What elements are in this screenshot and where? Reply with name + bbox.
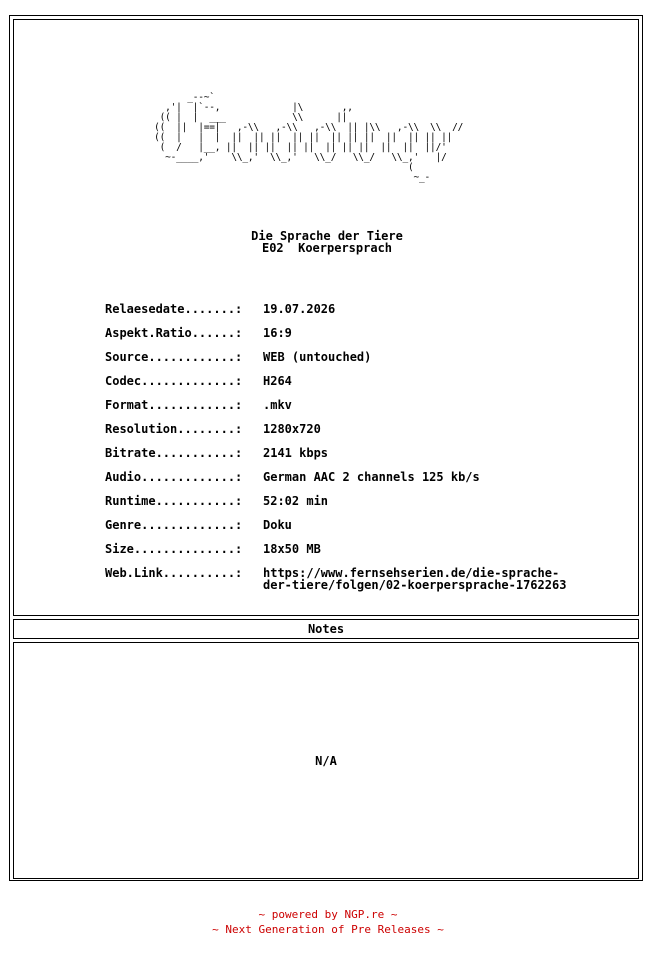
info-key: Audio.............:	[105, 470, 243, 484]
info-key: Aspekt.Ratio......:	[105, 326, 243, 340]
info-row	[105, 519, 566, 543]
release-info-panel	[13, 19, 639, 616]
info-value: .mkv	[263, 398, 292, 412]
info-value: 2141 kbps	[263, 446, 329, 460]
info-key: Genre.............:	[105, 518, 243, 532]
weblink-line-1: https://www.fernsehserien.de/die-sprache-	[263, 566, 560, 580]
info-key: Codec.............:	[105, 374, 243, 388]
info-row	[105, 495, 566, 519]
release-episode: E02 Koerpersprach	[261, 241, 393, 255]
weblink-value	[263, 567, 566, 591]
footer	[0, 907, 656, 937]
info-value: 18x50 MB	[263, 542, 321, 556]
info-row	[105, 351, 566, 375]
info-row	[105, 399, 566, 423]
nfo-frame	[9, 15, 643, 881]
info-value: 19.07.2026	[263, 302, 336, 316]
info-value: German AAC 2 channels 125 kb/s	[263, 470, 480, 484]
info-row	[105, 447, 566, 471]
info-key: Bitrate...........:	[105, 446, 243, 460]
info-value: WEB (untouched)	[263, 350, 372, 364]
notes-panel	[13, 642, 639, 879]
info-key: Size..............:	[105, 542, 243, 556]
release-title-block	[14, 230, 640, 254]
info-key: Resolution........:	[105, 422, 243, 436]
footer-tagline: ~ Next Generation of Pre Releases ~	[212, 923, 444, 936]
weblink-line-2: der-tiere/folgen/02-koerpersprache-1762263	[263, 578, 567, 592]
weblink-key: Web.Link..........:	[105, 566, 243, 580]
info-row	[105, 375, 566, 399]
info-row-weblink	[105, 567, 566, 591]
info-value: H264	[263, 374, 292, 388]
notes-header: Notes	[307, 622, 345, 636]
info-key: Runtime...........:	[105, 494, 243, 508]
footer-powered-by: ~ powered by NGP.re ~	[258, 908, 398, 921]
info-key: Format............:	[105, 398, 243, 412]
info-key: Source............:	[105, 350, 243, 364]
info-row	[105, 327, 566, 351]
goodboy-ascii-logo: _--~` ,'| |`--, |\ ,, (( | | ___ \\ || (( || |==| ,-\\ ,-\\ ,-\\ || |\\ ,-\\ \\ // (( | | | || || || || || || || || || || || || ( / |__, || || || || || || || || || || ||/' ~-____,' \\_,' \\_,' \\_/ \\_/ \\_,' |/ ( ~_-	[154, 92, 464, 183]
info-key: Relaesedate.......:	[105, 302, 243, 316]
info-list	[105, 303, 566, 591]
release-title: Die Sprache der Tiere	[251, 229, 403, 243]
info-row	[105, 471, 566, 495]
info-value: 1280x720	[263, 422, 321, 436]
info-row	[105, 543, 566, 567]
info-value: 52:02 min	[263, 494, 329, 508]
info-row	[105, 303, 566, 327]
info-value: Doku	[263, 518, 292, 532]
notes-header-panel	[13, 619, 639, 639]
info-row	[105, 423, 566, 447]
notes-body: N/A	[315, 753, 337, 768]
info-value: 16:9	[263, 326, 292, 340]
